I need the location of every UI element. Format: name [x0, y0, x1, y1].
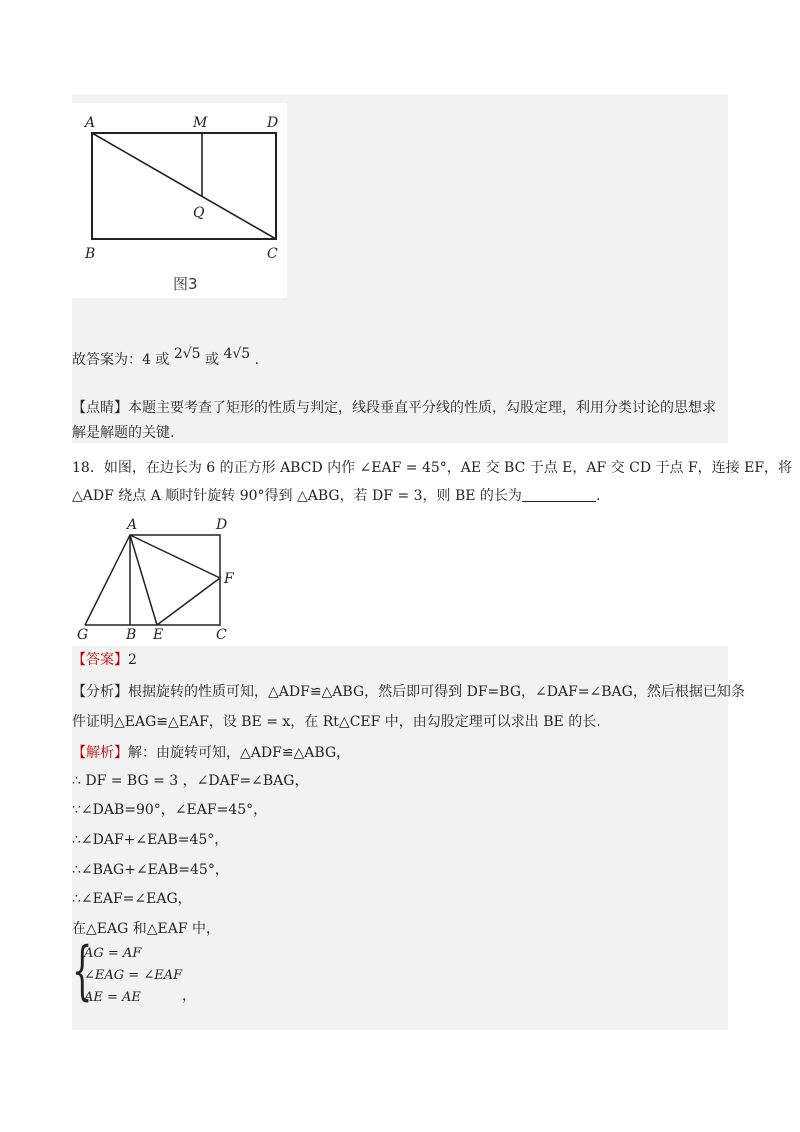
segment-ag [85, 535, 130, 625]
label-q: Q [193, 205, 205, 221]
segment-ae [130, 535, 157, 625]
key-point-line-1 [72, 398, 716, 418]
label-f-18: F [224, 571, 234, 587]
system-row-1: AG = AF [84, 946, 142, 961]
problem-18-text-2: △ADF 绕点 A 顺时针旋转 90°得到 △ABG，若 DF = 3，则 BE 的长为 [72, 488, 522, 504]
label-d-18: D [216, 517, 228, 533]
label-g-18: G [77, 627, 89, 643]
figure-18 [72, 515, 242, 643]
problem-18-line-2 [72, 486, 600, 506]
detail-tag: 【解析】 [72, 745, 128, 761]
step-5: ∴∠EAF=∠EAG， [72, 891, 192, 907]
problem-18-line-1 [72, 458, 792, 478]
figure-caption: 图3 [173, 275, 198, 293]
root-4sqrt5: 4√5 [223, 346, 251, 362]
step-3: ∴∠DAF+∠EAB=45°， [72, 832, 229, 848]
label-b: B [85, 246, 96, 262]
key-point-text-1: 本题主要考查了矩形的性质与判定，线段垂直平分线的性质，勾股定理，利用分类讨论的思想求 [128, 400, 716, 416]
label-e-18: E [153, 627, 164, 643]
analysis-line-2 [72, 712, 601, 732]
analysis-tag: 【分析】 [72, 684, 128, 700]
answer-or: 或 [205, 352, 220, 368]
brace-icon: { [72, 934, 93, 1008]
answer-end: . [254, 352, 260, 368]
label-a-18: A [127, 517, 138, 533]
problem-18-end: . [595, 488, 601, 504]
step-2: ∵∠DAB=90°，∠EAF=45°， [72, 802, 268, 818]
label-a: A [85, 115, 96, 131]
segment-ef [157, 578, 220, 625]
system-end: ， [182, 988, 196, 1004]
detail-line [72, 743, 350, 763]
analysis-line-1 [72, 682, 745, 702]
label-d: D [267, 115, 279, 131]
segment-af [130, 535, 220, 578]
step-4: ∴∠BAG+∠EAB=45°， [72, 862, 229, 878]
analysis-text-1: 根据旋转的性质可知，△ADF≌△ABG，然后即可得到 DF=BG，∠DAF=∠BAG，然后根据已知条 [128, 684, 745, 700]
label-b-18: B [126, 627, 137, 643]
label-c-18: C [216, 627, 227, 643]
key-point-line-2 [72, 423, 174, 443]
answer-value: 2 [128, 652, 137, 668]
answer-row [72, 650, 137, 670]
answer-line [72, 346, 260, 370]
step-1: ∴ DF = BG = 3 ，∠DAF=∠BAG， [72, 773, 309, 789]
system-row-3: AE = AE [84, 990, 141, 1005]
system-row-2: ∠EAG = ∠EAF [84, 968, 183, 983]
answer-tag: 【答案】 [72, 652, 128, 668]
key-point-tag: 【点睛】 [72, 400, 128, 416]
diagonal-ac [92, 133, 276, 239]
answer-blank[interactable] [522, 487, 596, 502]
key-point-text-2: 解是解题的关键. [72, 425, 175, 441]
step-6: 在△EAG 和△EAF 中， [72, 921, 220, 937]
figure-3 [72, 103, 287, 298]
analysis-text-2: 件证明△EAG≌△EAF，设 BE = x，在 Rt△CEF 中，由勾股定理可以求出 BE 的长. [72, 714, 601, 730]
answer-prefix: 故答案为：4 或 [72, 352, 170, 368]
root-2sqrt5: 2√5 [173, 346, 201, 362]
problem-18-text-1: 18．如图，在边长为 6 的正方形 ABCD 内作 ∠EAF = 45°，AE 交 BC 于点 E，AF 交 CD 于点 F，连接 EF，将 [72, 460, 793, 476]
label-c: C [267, 246, 278, 262]
detail-intro: 解：由旋转可知，△ADF≌△ABG， [128, 745, 351, 761]
label-m: M [193, 115, 208, 131]
